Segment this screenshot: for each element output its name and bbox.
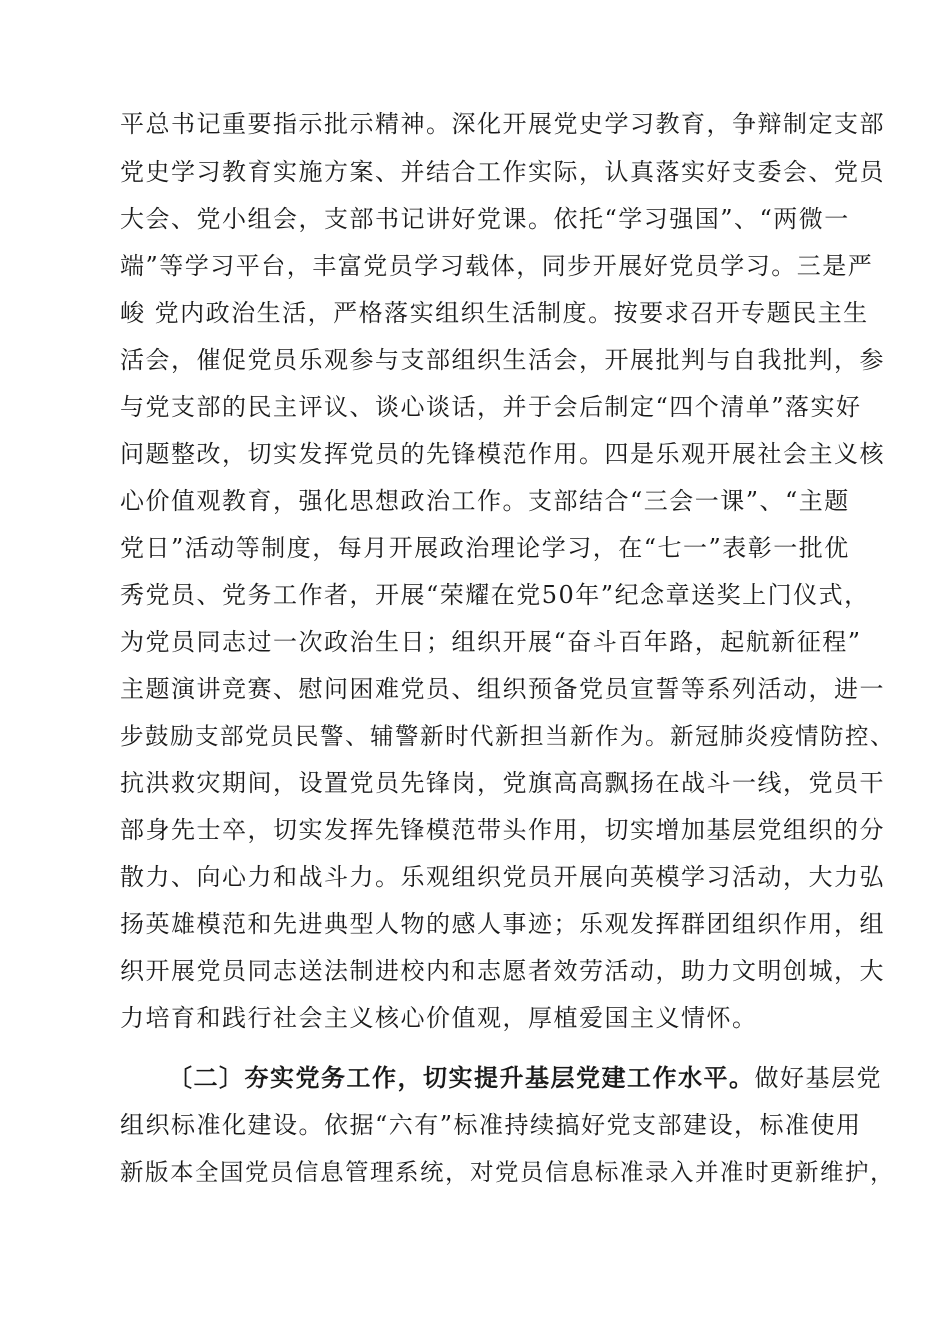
body-line: 端”等学习平台，丰富党员学习载体，同步开展好党员学习。三是严	[120, 252, 874, 280]
body-line: 部身先士卒，切实发挥先锋模范带头作用，切实增加基层党组织的分	[120, 816, 885, 844]
heading-line-text: 做好基层党	[754, 1064, 882, 1092]
body-line: 新版本全国党员信息管理系统，对党员信息标准录入并准时更新维护，	[120, 1158, 895, 1186]
body-line: 活会，催促党员乐观参与支部组织生活会，开展批判与自我批判，参	[120, 346, 885, 374]
body-line: 与党支部的民主评议、谈心谈话，并于会后制定“四个清单”落实好	[120, 393, 862, 421]
body-line: 为党员同志过一次政治生日；组织开展“奋斗百年路，起航新征程”	[120, 628, 862, 656]
section-heading: 〔二〕夯实党务工作，切实提升基层党建工作水平。	[168, 1063, 755, 1092]
body-line: 力培育和践行社会主义核心价值观，厚植爱国主义情怀。	[120, 1004, 758, 1032]
body-line: 组织标准化建设。依据“六有”标准持续搞好党支部建设，标准使用	[120, 1111, 862, 1139]
body-line: 平总书记重要指示批示精神。深化开展党史学习教育，争辩制定支部	[120, 110, 885, 138]
body-line: 织开展党员同志送法制进校内和志愿者效劳活动，助力文明创城，大	[120, 957, 885, 985]
section-heading-line	[168, 1058, 882, 1098]
body-line: 党史学习教育实施方案、并结合工作实际，认真落实好支委会、党员	[120, 158, 885, 186]
body-line: 步鼓励支部党员民警、辅警新时代新担当新作为。新冠肺炎疫情防控、	[120, 722, 895, 750]
body-line: 扬英雄模范和先进典型人物的感人事迹；乐观发挥群团组织作用，组	[120, 910, 885, 938]
body-line: 秀党员、党务工作者，开展“荣耀在党50年”纪念章送奖上门仪式，	[120, 581, 870, 609]
body-line: 问题整改，切实发挥党员的先锋模范作用。四是乐观开展社会主义核	[120, 440, 885, 468]
body-line: 主题演讲竞赛、慰问困难党员、组织预备党员宣誓等系列活动，进一	[120, 675, 885, 703]
body-line: 峻 党内政治生活，严格落实组织生活制度。按要求召开专题民主生	[120, 299, 869, 327]
body-line: 心价值观教育，强化思想政治工作。支部结合“三会一课”、“主题	[120, 487, 850, 515]
body-line: 散力、向心力和战斗力。乐观组织党员开展向英模学习活动，大力弘	[120, 863, 885, 891]
body-line: 党日”活动等制度，每月开展政治理论学习，在“七一”表彰一批优	[120, 534, 850, 562]
body-line: 大会、党小组会，支部书记讲好党课。依托“学习强国”、“两微一	[120, 205, 850, 233]
body-line: 抗洪救灾期间，设置党员先锋岗，党旗高高飘扬在战斗一线，党员干	[120, 769, 885, 797]
